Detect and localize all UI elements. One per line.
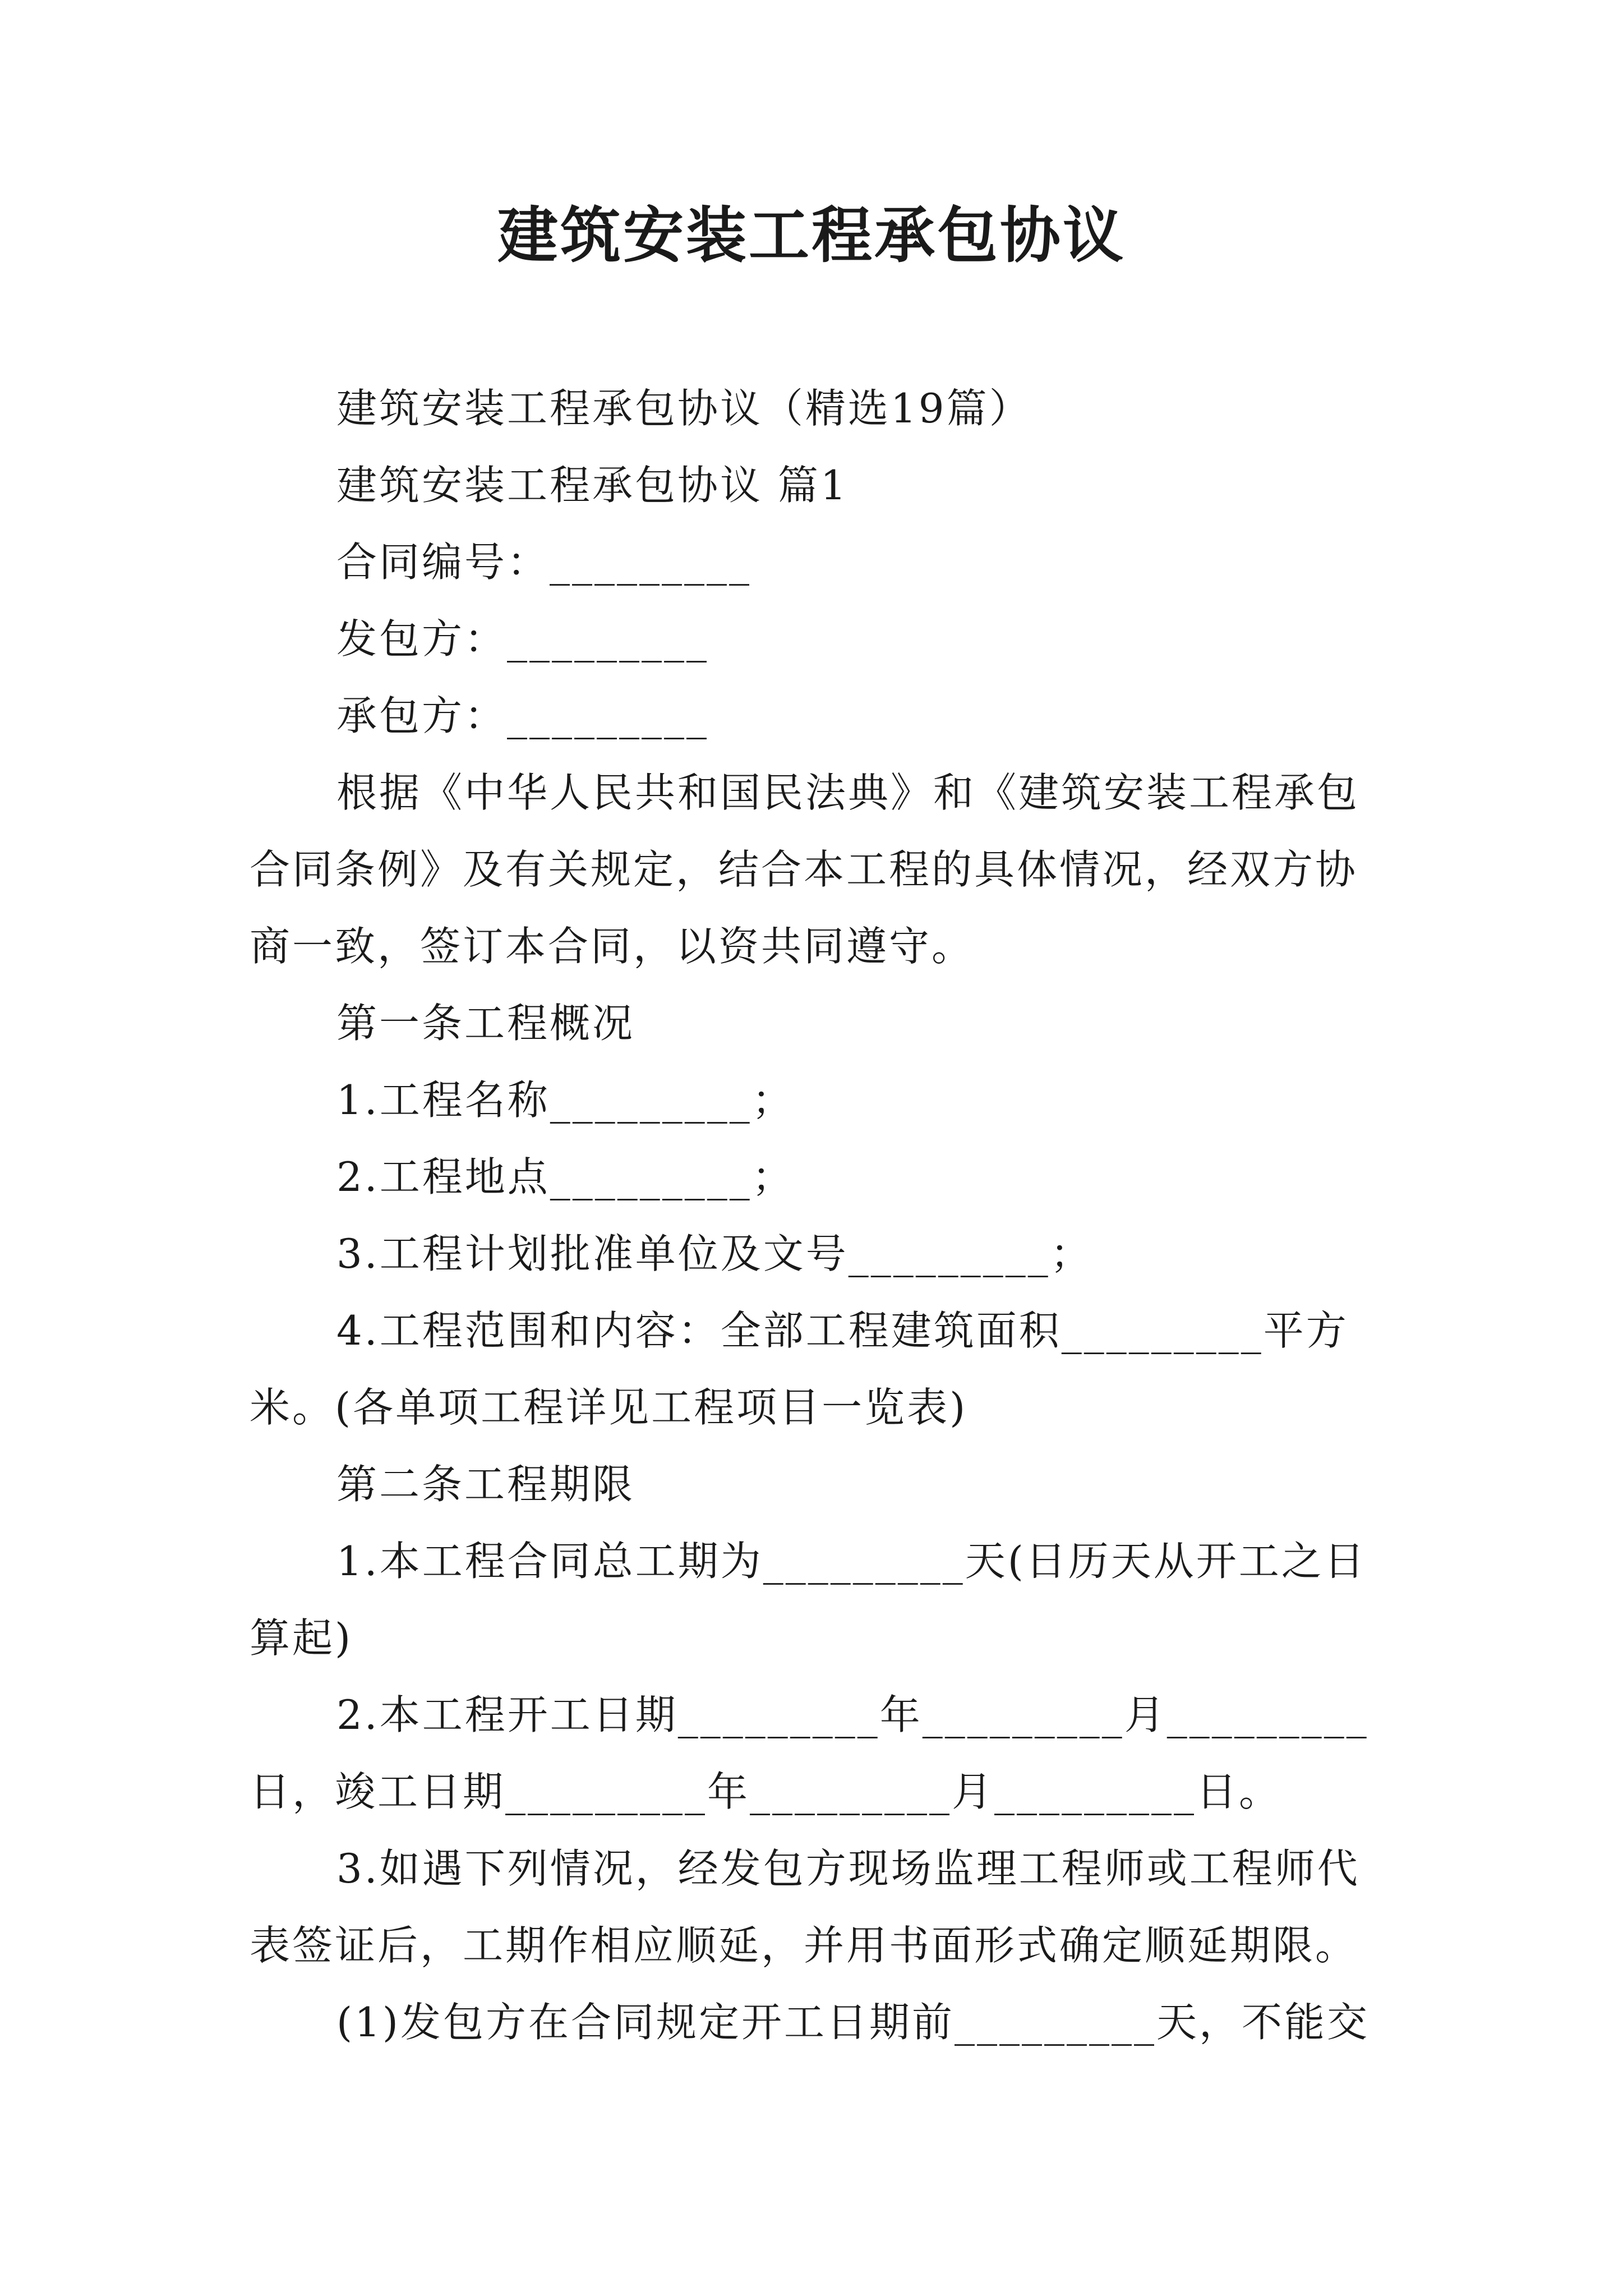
paragraph-total-duration: 1.本工程合同总工期为_________天(日历天从开工之日算起) bbox=[250, 1538, 1367, 1662]
paragraph-project-location: 2.工程地点_________； bbox=[336, 1153, 795, 1200]
paragraph-article-1-heading: 第一条工程概况 bbox=[336, 1000, 635, 1047]
document-title: 建筑安装工程承包协议 bbox=[497, 200, 1126, 271]
paragraph-section-heading: 建筑安装工程承包协议 篇1 bbox=[336, 462, 849, 509]
paragraph-approval-unit: 3.工程计划批准单位及文号_________； bbox=[336, 1230, 1093, 1277]
paragraph-condition-1: (1)发包方在合同规定开工日期前_________天，不能交 bbox=[336, 1999, 1370, 2046]
paragraph-start-end-dates: 2.本工程开工日期_________年_________月_________日，竣工日期_________年_________月_________日。 bbox=[250, 1691, 1369, 1815]
paragraph-project-name: 1.工程名称_________； bbox=[336, 1076, 795, 1124]
paragraph-basis: 根据《中华人民共和国民法典》和《建筑安装工程承包合同条例》及有关规定，结合本工程的具体情况，经双方协商一致，签订本合同，以资共同遵守。 bbox=[250, 769, 1360, 970]
paragraph-employer: 发包方：_________ bbox=[336, 615, 709, 662]
paragraph-project-scope: 4.工程范围和内容：全部工程建筑面积_________平方米。(各单项工程详见工程项目一览表) bbox=[250, 1307, 1349, 1431]
paragraph-contract-number: 合同编号：_________ bbox=[336, 539, 752, 586]
paragraph-article-2-heading: 第二条工程期限 bbox=[336, 1461, 635, 1508]
document-body bbox=[250, 370, 1377, 2061]
paragraph-subtitle: 建筑安装工程承包协议（精选19篇） bbox=[336, 385, 1032, 432]
paragraph-extension-conditions: 3.如遇下列情况，经发包方现场监理工程师或工程师代表签证后，工期作相应顺延，并用书面形式确定顺延期限。 bbox=[250, 1845, 1360, 1969]
paragraph-contractor: 承包方：_________ bbox=[336, 692, 709, 739]
